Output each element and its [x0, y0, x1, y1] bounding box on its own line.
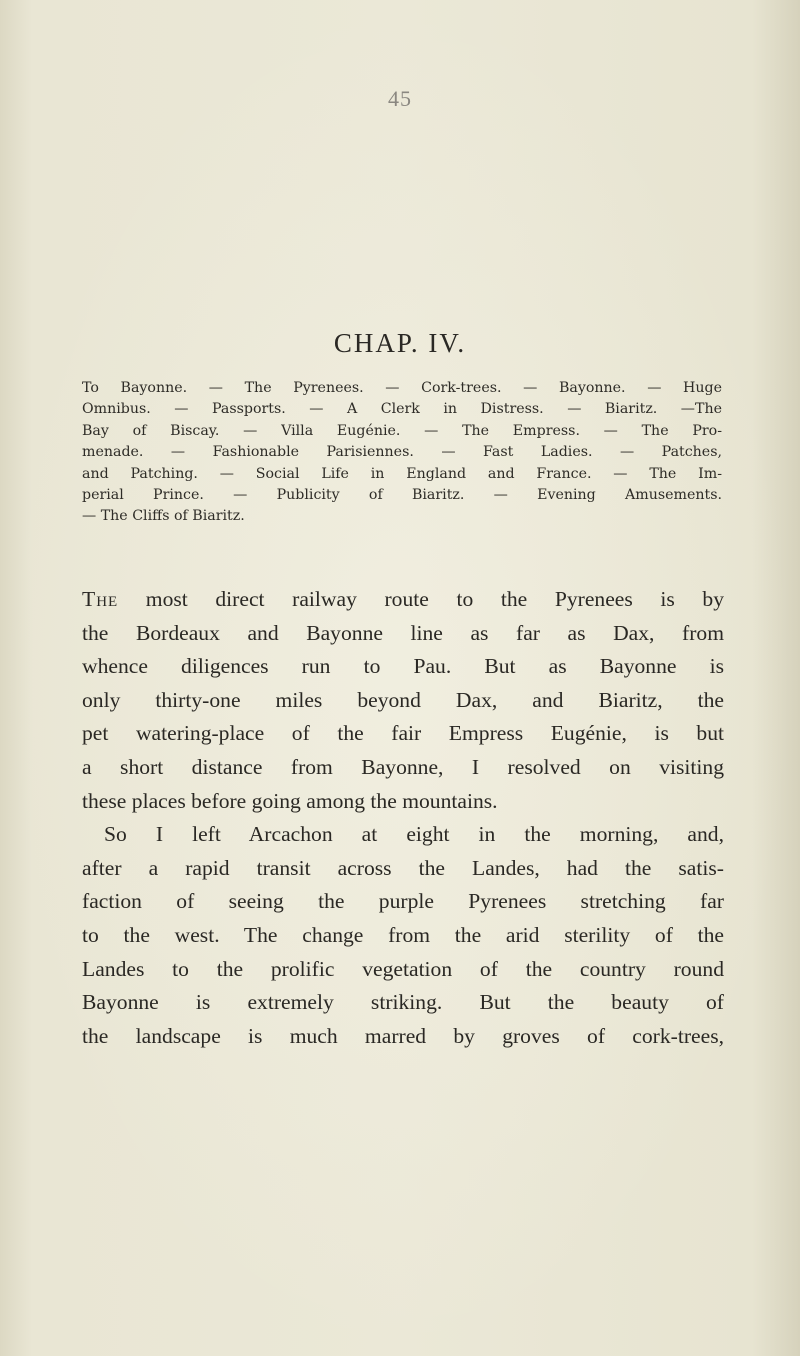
body-line-first-rest: most direct railway route to the Pyrenees is by: [118, 587, 724, 611]
synopsis-line: — The Cliffs of Biaritz.: [82, 508, 245, 525]
body-line: Bayonne is extremely striking. But the beauty of: [82, 990, 724, 1015]
synopsis-line: To Bayonne. — The Pyrenees. — Cork-trees. — Bayonne. — Huge: [82, 380, 722, 396]
body-line-first: [82, 583, 724, 617]
body-line: a short distance from Bayonne, I resolved on visiting: [82, 754, 724, 779]
body-line: to the west. The change from the arid sterility of the: [82, 922, 724, 947]
opening-word: The: [82, 587, 119, 611]
body-line: So I left Arcachon at eight in the morning, and,: [104, 822, 724, 847]
body-line: Landes to the prolific vegetation of the country round: [82, 956, 724, 981]
synopsis-line: and Patching. — Social Life in England and France. — The Im-: [82, 465, 722, 482]
synopsis-line: Omnibus. — Passports. — A Clerk in Distress. — Biaritz. —The: [82, 401, 722, 418]
chapter-synopsis: [82, 378, 722, 528]
body-line: only thirty-one miles beyond Dax, and Biaritz, the: [82, 687, 724, 712]
chapter-title: CHAP. IV.: [333, 328, 467, 358]
chapter-body-text: [82, 583, 724, 1053]
body-line: pet watering-place of the fair Empress Eugénie, is but: [82, 721, 724, 746]
body-line: these places before going among the mountains.: [82, 788, 498, 813]
synopsis-line: menade. — Fashionable Parisiennes. — Fast Ladies. — Patches,: [82, 444, 722, 461]
synopsis-line: perial Prince. — Publicity of Biaritz. — Evening Amusements.: [82, 487, 722, 504]
body-line: faction of seeing the purple Pyrenees stretching far: [82, 889, 724, 914]
page-number: 45: [388, 86, 412, 111]
synopsis-line: Bay of Biscay. — Villa Eugénie. — The Empress. — The Pro-: [82, 422, 722, 439]
body-line: whence diligences run to Pau. But as Bayonne is: [82, 654, 724, 679]
body-line: the landscape is much marred by groves of cork-trees,: [82, 1023, 724, 1048]
body-line: the Bordeaux and Bayonne line as far as Dax, from: [82, 620, 724, 645]
body-line: after a rapid transit across the Landes, had the satis-: [82, 855, 724, 880]
